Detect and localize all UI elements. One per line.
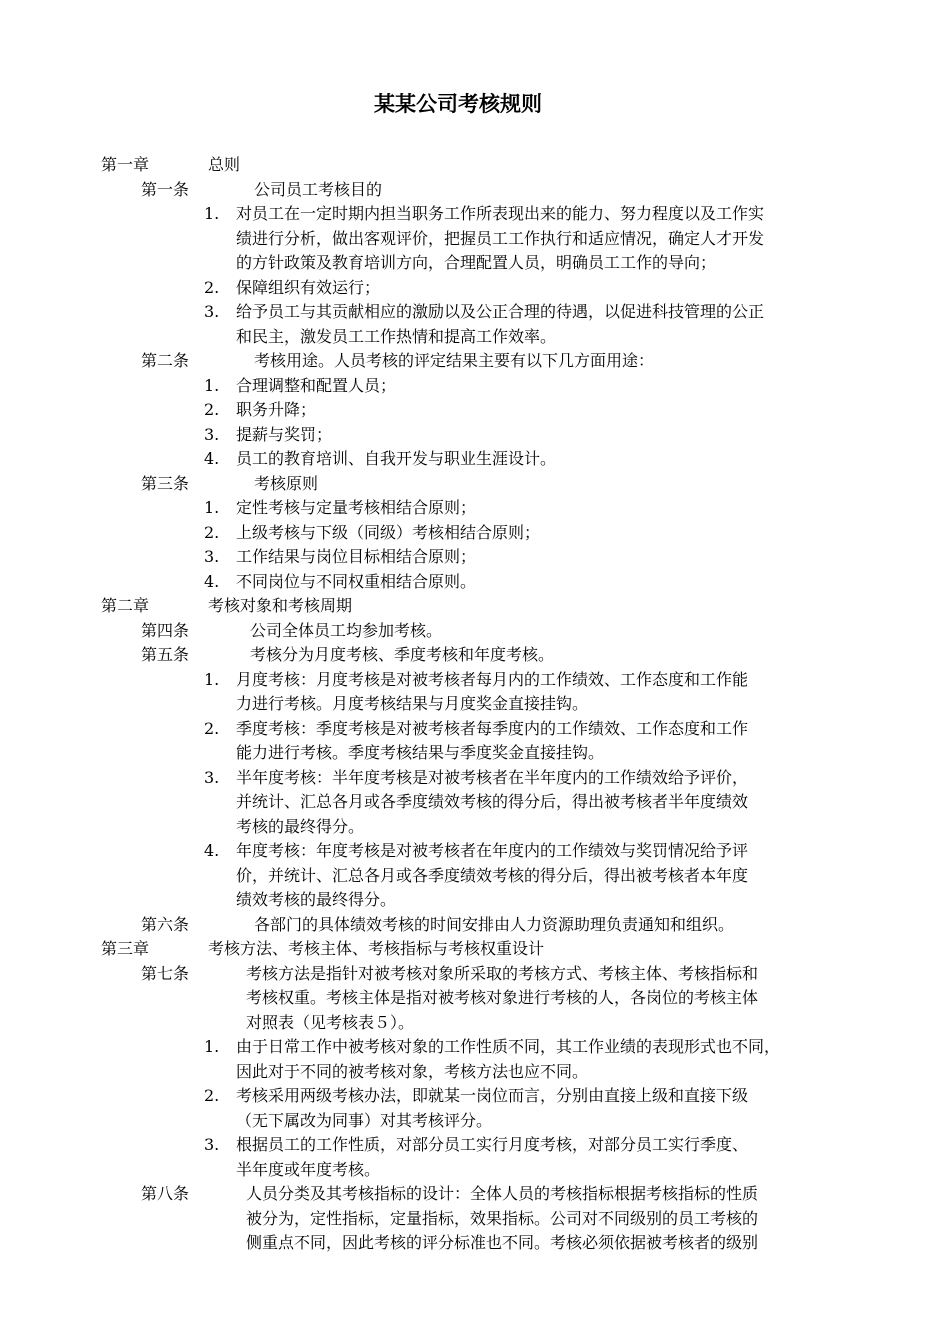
article-label: 第五条 — [141, 645, 190, 664]
chapter-label: 第二章 — [101, 596, 150, 615]
article-line — [0, 1207, 950, 1232]
list-item-number: 1. — [204, 498, 220, 517]
list-item-text: 定性考核与定量考核相结合原则； — [236, 498, 477, 517]
article-label: 第一条 — [141, 179, 190, 199]
list-item-text: 的方针政策及教育培训方向，合理配置人员，明确员工工作的导向； — [236, 253, 717, 272]
list-item — [0, 1084, 950, 1109]
list-item — [0, 423, 950, 448]
list-item-number: 1. — [204, 375, 220, 395]
list-item — [0, 300, 950, 325]
list-item-text: 月度考核：月度考核是对被考核者每月内的工作绩效、工作态度和工作能 — [236, 669, 749, 689]
list-item — [0, 668, 950, 693]
article-line — [0, 619, 950, 644]
list-item — [0, 717, 950, 742]
chapter-label: 第一章 — [101, 155, 150, 174]
list-item-text: 绩效考核的最终得分。 — [236, 890, 397, 909]
article-text: 被分为，定性指标，定量指标，效果指标。公司对不同级别的员工考核的 — [246, 1208, 759, 1228]
list-item-number: 2. — [204, 1086, 220, 1105]
list-item-text: 不同岗位与不同权重相结合原则。 — [236, 571, 477, 591]
list-item — [0, 1035, 950, 1060]
list-item-continuation — [0, 864, 950, 889]
article-line — [0, 962, 950, 987]
article-line — [0, 1011, 950, 1036]
list-item-number: 4. — [204, 841, 220, 860]
article-label: 第四条 — [141, 620, 190, 640]
list-item-continuation — [0, 741, 950, 766]
list-item-number: 1. — [204, 669, 220, 689]
article-line — [0, 986, 950, 1011]
list-item-text: 提薪与奖罚； — [236, 424, 333, 444]
list-item-text: 由于日常工作中被考核对象的工作性质不同，其工作业绩的表现形式也不同， — [236, 1037, 781, 1056]
article-label: 第八条 — [141, 1184, 190, 1203]
document-title: 某某公司考核规则 — [374, 92, 542, 116]
article-label: 第六条 — [141, 914, 190, 934]
list-item-number: 3. — [204, 547, 220, 566]
list-item-text: 季度考核：季度考核是对被考核者每季度内的工作绩效、工作态度和工作 — [236, 718, 749, 738]
list-item-text: 价，并统计、汇总各月或各季度绩效考核的得分后，得出被考核者本年度 — [236, 865, 749, 885]
chapter-heading — [0, 153, 950, 178]
list-item-number: 2. — [204, 522, 220, 542]
article-line — [0, 349, 950, 374]
article-line — [0, 1182, 950, 1207]
list-item-text: 保障组织有效运行； — [236, 277, 381, 297]
list-item-continuation — [0, 790, 950, 815]
list-item-text: 能力进行考核。季度考核结果与季度奖金直接挂钩。 — [236, 743, 605, 762]
article-label: 第二条 — [141, 351, 190, 370]
list-item-text: 员工的教育培训、自我开发与职业生涯设计。 — [236, 449, 557, 468]
list-item — [0, 545, 950, 570]
list-item-text: 合理调整和配置人员； — [236, 375, 397, 395]
article-label: 第三条 — [141, 473, 190, 493]
document-body — [0, 153, 950, 1256]
article-text: 公司员工考核目的 — [254, 179, 383, 199]
list-item-continuation — [0, 1060, 950, 1085]
list-item-continuation — [0, 227, 950, 252]
list-item-continuation — [0, 1158, 950, 1183]
article-text: 考核用途。人员考核的评定结果主要有以下几方面用途： — [254, 351, 655, 370]
list-item-number: 3. — [204, 767, 220, 787]
list-item-continuation — [0, 888, 950, 913]
list-item-number: 1. — [204, 204, 220, 223]
list-item — [0, 1133, 950, 1158]
article-line — [0, 913, 950, 938]
list-item — [0, 398, 950, 423]
list-item-text: 因此对于不同的被考核对象，考核方法也应不同。 — [236, 1061, 589, 1081]
list-item-continuation — [0, 325, 950, 350]
list-item-number: 2. — [204, 718, 220, 738]
list-item — [0, 521, 950, 546]
list-item-text: 对员工在一定时期内担当职务工作所表现出来的能力、努力程度以及工作实 — [236, 204, 765, 223]
list-item — [0, 202, 950, 227]
chapter-heading — [0, 937, 950, 962]
list-item-text: 职务升降； — [236, 400, 317, 419]
list-item — [0, 766, 950, 791]
article-line — [0, 178, 950, 203]
list-item — [0, 374, 950, 399]
list-item — [0, 447, 950, 472]
list-item-text: （无下属改为同事）对其考核评分。 — [236, 1110, 493, 1130]
article-text: 公司全体员工均参加考核。 — [250, 620, 443, 640]
list-item-number: 3. — [204, 1135, 220, 1154]
article-line — [0, 1231, 950, 1256]
list-item — [0, 839, 950, 864]
list-item-text: 年度考核：年度考核是对被考核者在年度内的工作绩效与奖罚情况给予评 — [236, 841, 749, 860]
list-item-number: 3. — [204, 424, 220, 444]
list-item-continuation — [0, 251, 950, 276]
list-item-text: 工作结果与岗位目标相结合原则； — [236, 547, 477, 566]
article-text: 考核原则 — [254, 473, 319, 493]
list-item-continuation — [0, 1109, 950, 1134]
list-item — [0, 570, 950, 595]
list-item — [0, 496, 950, 521]
chapter-title: 考核方法、考核主体、考核指标与考核权重设计 — [208, 939, 545, 958]
article-text: 考核权重。考核主体是指对被考核对象进行考核的人，各岗位的考核主体 — [246, 988, 759, 1007]
list-item-text: 给予员工与其贡献相应的激励以及公正合理的待遇，以促进科技管理的公正 — [236, 302, 765, 321]
list-item-number: 2. — [204, 277, 220, 297]
list-item-text: 半年度考核：半年度考核是对被考核者在半年度内的工作绩效给予评价， — [236, 767, 749, 787]
article-line — [0, 643, 950, 668]
list-item-text: 并统计、汇总各月或各季度绩效考核的得分后，得出被考核者半年度绩效 — [236, 792, 749, 811]
article-line — [0, 472, 950, 497]
article-text: 各部门的具体绩效考核的时间安排由人力资源助理负责通知和组织。 — [254, 914, 735, 934]
list-item-number: 4. — [204, 449, 220, 468]
article-text: 对照表（见考核表５）。 — [246, 1012, 415, 1032]
chapter-heading — [0, 594, 950, 619]
list-item-text: 上级考核与下级（同级）考核相结合原则； — [236, 522, 541, 542]
article-text: 侧重点不同，因此考核的评分标准也不同。考核必须依据被考核者的级别 — [246, 1233, 759, 1252]
list-item — [0, 276, 950, 301]
list-item-text: 考核采用两级考核办法，即就某一岗位而言，分别由直接上级和直接下级 — [236, 1086, 749, 1105]
list-item-number: 2. — [204, 400, 220, 419]
chapter-title: 考核对象和考核周期 — [208, 596, 353, 615]
list-item-text: 和民主，激发员工工作热情和提高工作效率。 — [236, 326, 557, 346]
list-item-text: 根据员工的工作性质，对部分员工实行月度考核，对部分员工实行季度、 — [236, 1135, 749, 1154]
list-item-continuation — [0, 815, 950, 840]
chapter-title: 总则 — [208, 155, 241, 174]
list-item-text: 力进行考核。月度考核结果与月度奖金直接挂钩。 — [236, 694, 589, 713]
list-item-number: 1. — [204, 1037, 220, 1056]
list-item-text: 考核的最终得分。 — [236, 816, 365, 836]
article-text: 人员分类及其考核指标的设计：全体人员的考核指标根据考核指标的性质 — [246, 1184, 759, 1203]
chapter-label: 第三章 — [101, 939, 150, 958]
article-text: 考核方法是指针对被考核对象所采取的考核方式、考核主体、考核指标和 — [246, 963, 759, 983]
list-item-number: 4. — [204, 571, 220, 591]
list-item-number: 3. — [204, 302, 220, 321]
article-text: 考核分为月度考核、季度考核和年度考核。 — [250, 645, 555, 664]
list-item-text: 半年度或年度考核。 — [236, 1159, 381, 1179]
article-label: 第七条 — [141, 963, 190, 983]
list-item-text: 绩进行分析，做出客观评价，把握员工工作执行和适应情况，确定人才开发 — [236, 228, 765, 248]
list-item-continuation — [0, 692, 950, 717]
